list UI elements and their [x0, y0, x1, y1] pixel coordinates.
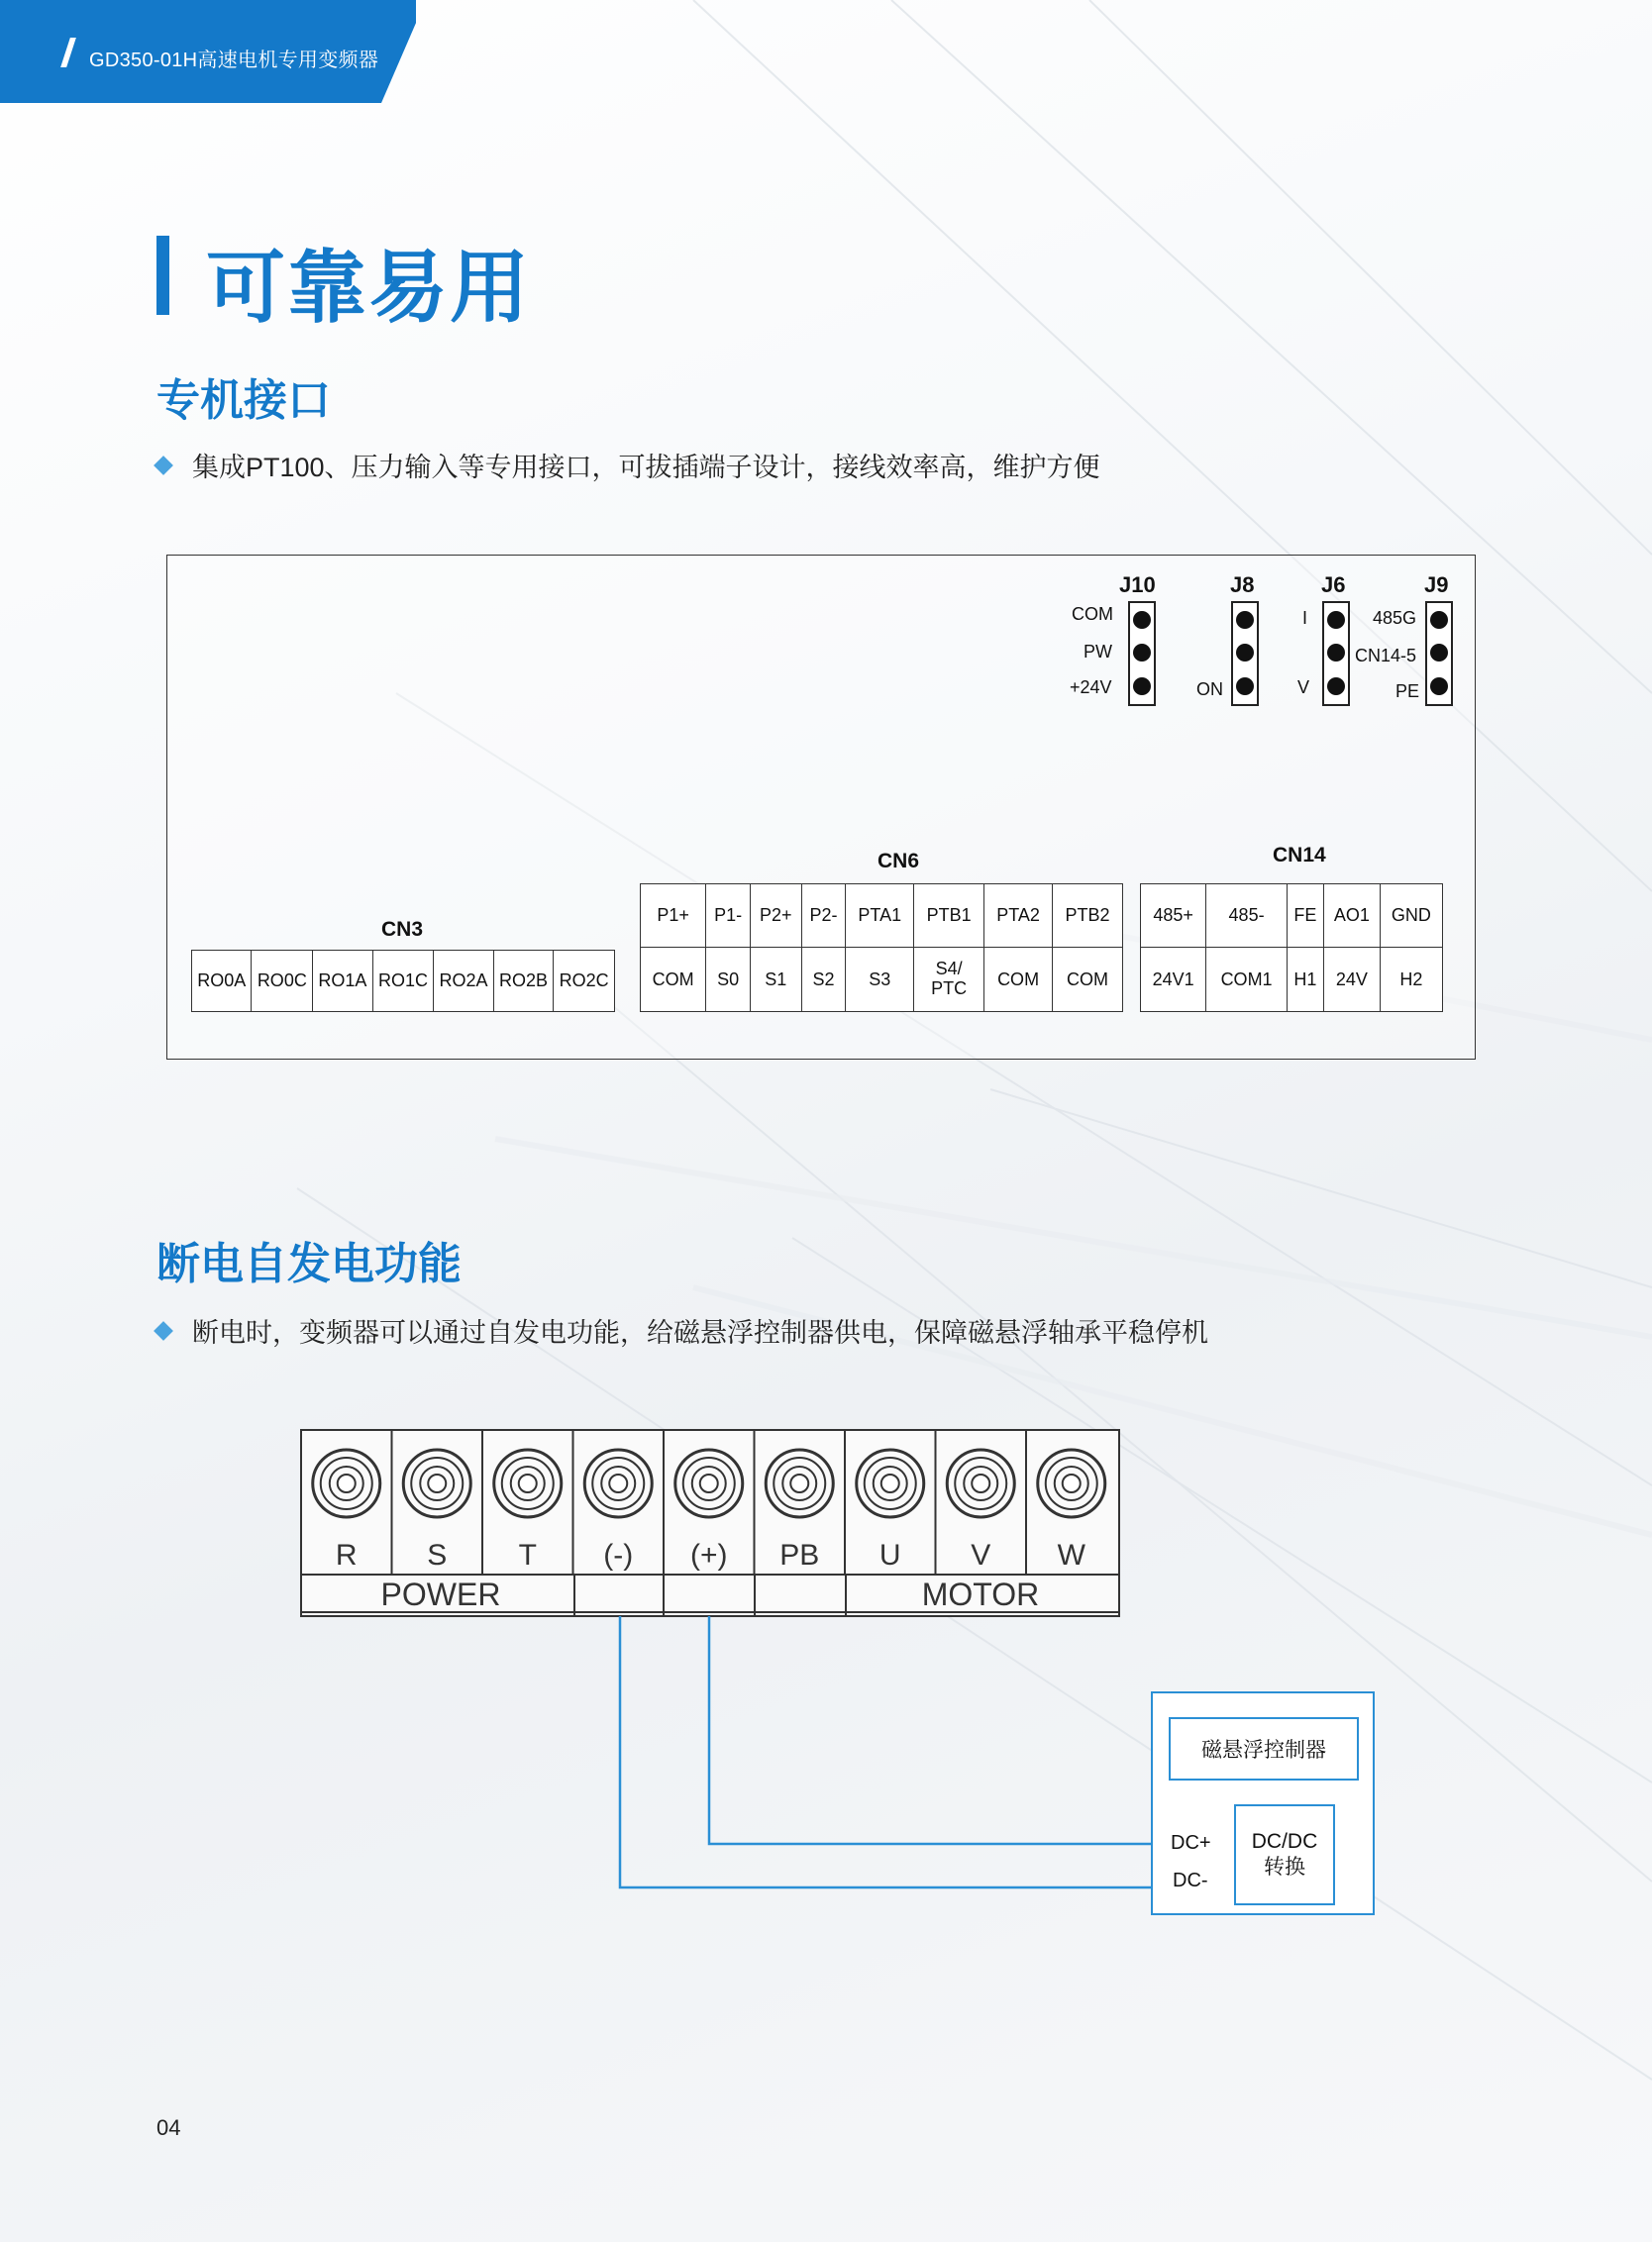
jumper-pin	[1430, 644, 1448, 662]
cn14-bottom-cell: 24V	[1323, 948, 1380, 1012]
bullet-self-power	[156, 1311, 1208, 1350]
terminal-screw-icon	[881, 1475, 899, 1492]
bullet-text: 断电时，变频器可以通过自发电功能，给磁悬浮控制器供电，保障磁悬浮轴承平稳停机	[192, 1318, 1208, 1348]
terminal-screw-icon	[338, 1475, 356, 1492]
cn6-top-cell: P2-	[801, 884, 846, 948]
bullet-text: 集成PT100、压力输入等专用接口，可拔插端子设计，接线效率高，维护方便	[192, 453, 1100, 482]
cn3-cell: RO1A	[313, 951, 372, 1012]
cn14-top-cell: FE	[1287, 884, 1323, 948]
terminal-label: W	[1057, 1539, 1085, 1572]
cn14-top-cell: 485+	[1141, 884, 1206, 948]
cn6-bottom-cell: S0	[706, 948, 751, 1012]
jumper-pin	[1327, 611, 1345, 629]
terminal-label: T	[518, 1539, 537, 1572]
cn14-top-cell: 485-	[1206, 884, 1288, 948]
jumper-pin	[1430, 611, 1448, 629]
cn6-bottom-cell: COM	[1053, 948, 1123, 1012]
jumper-pin	[1133, 611, 1151, 629]
jumper-pin	[1133, 677, 1151, 695]
diamond-bullet-icon	[154, 456, 173, 475]
page-title: 可靠易用	[206, 244, 531, 332]
diamond-bullet-icon	[154, 1321, 173, 1341]
jumper-pin	[1327, 644, 1345, 662]
terminal-screw-icon	[609, 1475, 627, 1492]
cn14-top-cell: AO1	[1323, 884, 1380, 948]
terminal-label: (-)	[603, 1539, 634, 1572]
section-title-self-power: 断电自发电功能	[156, 1240, 462, 1288]
jumper-pin	[1236, 677, 1254, 695]
cn6-top-cell: PTA1	[846, 884, 914, 948]
section-title-interface: 专机接口	[156, 376, 331, 425]
dc-plus-label: DC+	[1171, 1832, 1211, 1854]
terminal-screw-icon	[1063, 1475, 1081, 1492]
j6-i-label: I	[1302, 608, 1308, 628]
cn6-terminal-table	[640, 883, 1123, 1012]
cn6-top-cell: P1+	[641, 884, 706, 948]
j10-pin-24v: +24V	[1070, 677, 1112, 697]
terminal-screw-icon	[700, 1475, 718, 1492]
cn14-bottom-cell: H1	[1287, 948, 1323, 1012]
maglev-controller-box: 磁悬浮控制器	[1169, 1717, 1359, 1781]
jumper-pin	[1327, 677, 1345, 695]
j6-v-label: V	[1297, 677, 1310, 697]
terminal-screw-icon	[428, 1475, 446, 1492]
j9-pin-pe: PE	[1395, 681, 1420, 701]
jumper-j10-label: J10	[1119, 572, 1156, 597]
cn3-cell: RO1C	[372, 951, 434, 1012]
cn6-top-cell: P1-	[706, 884, 751, 948]
cn14-bottom-cell: 24V1	[1141, 948, 1206, 1012]
jumper-j8-label: J8	[1230, 572, 1255, 597]
cn6-bottom-cell: S4/ PTC	[914, 948, 984, 1012]
cn3-cell: RO2C	[554, 951, 615, 1012]
terminal-label: PB	[779, 1539, 820, 1572]
cn3-cell: RO0C	[252, 951, 313, 1012]
jumper-pin	[1236, 611, 1254, 629]
cn3-cell: RO0A	[192, 951, 252, 1012]
terminal-screw-icon	[790, 1475, 808, 1492]
j9-pin-485g: 485G	[1373, 608, 1417, 628]
cn6-bottom-cell: COM	[641, 948, 706, 1012]
cn14-top-cell: GND	[1380, 884, 1442, 948]
terminal-label: V	[971, 1539, 991, 1572]
title-accent-bar	[156, 236, 169, 315]
cn3-cell: RO2B	[493, 951, 553, 1012]
cn14-bottom-cell: H2	[1380, 948, 1442, 1012]
jumper-j9	[1425, 601, 1453, 706]
converter-line2: 转换	[1264, 1856, 1305, 1879]
terminal-screw-icon	[519, 1475, 537, 1492]
cn6-top-cell: PTB1	[914, 884, 984, 948]
cn14-bottom-cell: COM1	[1206, 948, 1288, 1012]
j9-pin-cn14-5: CN14-5	[1355, 646, 1417, 665]
cn6-label: CN6	[878, 850, 920, 872]
cn6-bottom-cell: COM	[984, 948, 1053, 1012]
terminal-screw-icon	[972, 1475, 989, 1492]
terminal-label: U	[878, 1539, 901, 1572]
cn6-bottom-cell: S3	[846, 948, 914, 1012]
jumper-j9-label: J9	[1424, 572, 1449, 597]
jumper-j10	[1128, 601, 1156, 706]
power-label: POWER	[380, 1577, 501, 1612]
cn6-top-cell: PTA2	[984, 884, 1053, 948]
cn14-label: CN14	[1273, 844, 1326, 866]
dcdc-converter-box	[1234, 1804, 1335, 1905]
cn6-bottom-cell: S1	[750, 948, 801, 1012]
converter-line1: DC/DC	[1251, 1829, 1318, 1853]
cn3-cell: RO2A	[434, 951, 493, 1012]
cn6-top-cell: P2+	[750, 884, 801, 948]
cn14-terminal-table	[1140, 883, 1443, 1012]
jumper-j8	[1231, 601, 1259, 706]
j10-pin-pw: PW	[1084, 642, 1112, 662]
jumper-j6	[1322, 601, 1350, 706]
terminal-label: S	[427, 1539, 448, 1572]
header-title: GD350-01H高速电机专用变频器	[89, 50, 379, 71]
cn3-terminal-table	[191, 950, 615, 1012]
terminal-label: R	[335, 1539, 358, 1572]
jumper-pin	[1430, 677, 1448, 695]
jumper-j6-label: J6	[1321, 572, 1346, 597]
j8-on-label: ON	[1196, 679, 1223, 699]
jumper-pin	[1236, 644, 1254, 662]
bullet-interface	[156, 446, 1100, 484]
dc-minus-label: DC-	[1173, 1870, 1208, 1891]
jumper-pin	[1133, 644, 1151, 662]
cn6-top-cell: PTB2	[1053, 884, 1123, 948]
motor-label: MOTOR	[921, 1577, 1040, 1612]
terminal-label: (+)	[690, 1539, 728, 1572]
j10-pin-com: COM	[1072, 604, 1113, 624]
cn3-label: CN3	[381, 918, 424, 941]
page-number: 04	[156, 2115, 181, 2140]
cn6-bottom-cell: S2	[801, 948, 846, 1012]
